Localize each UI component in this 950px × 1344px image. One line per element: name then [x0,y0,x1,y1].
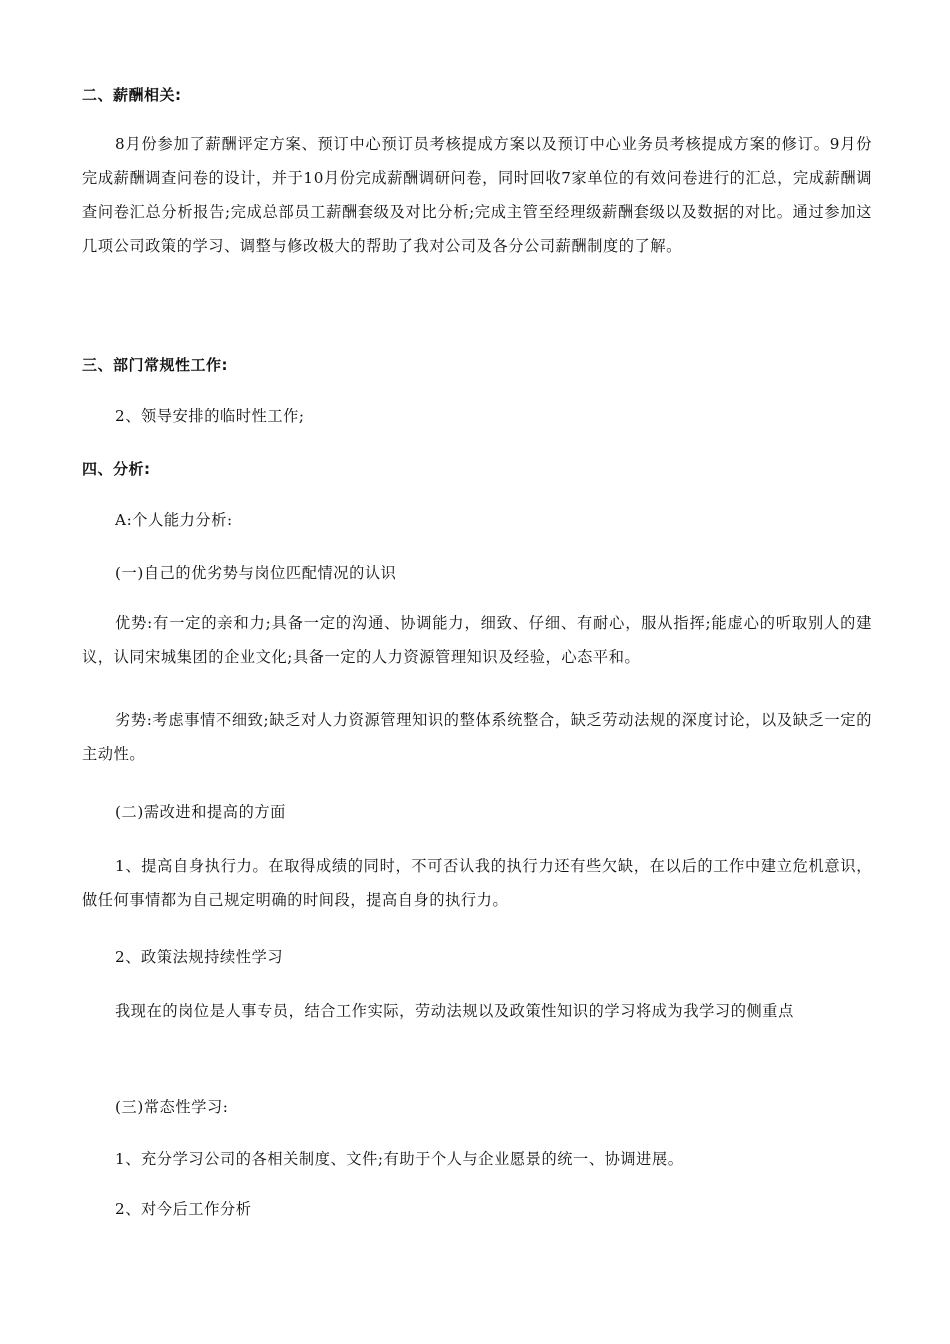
improve-item-2-title: 2、政策法规持续性学习 [115,948,284,966]
improve-paragraph-1: 1、提高自身执行力。在取得成绩的同时，不可否认我的执行力还有些欠缺，在以后的工作中建立危机意识，做任何事情都为自己规定明确的时间段，提高自身的执行力。 [82,857,872,909]
analysis-a-title: A:个人能力分析: [115,511,233,529]
subsection-title-1: (一)自己的优劣势与岗位匹配情况的认识 [115,564,397,582]
salary-paragraph: 8月份参加了薪酬评定方案、预订中心预订员考核提成方案以及预订中心业务员考核提成方案的修订。9月份完成薪酬调查问卷的设计，并于10月份完成薪酬调研问卷，同时回收7家单位的有效问卷进行的汇总，完成薪酬调查问卷汇总分析报告;完成总部员工薪酬套级及对比分析;完成主管至经理级薪酬套级以及数据的对比。通过参加这几项公司政策的学习、调整与修改极大的帮助了我对公司及各分公司薪酬制度的了解。 [82,135,872,255]
improve-paragraph-2: 我现在的岗位是人事专员，结合工作实际，劳动法规以及政策性知识的学习将成为我学习的侧重点 [115,1002,794,1020]
section-heading-analysis: 四、分析: [82,460,151,478]
routine-item-2: 2、领导安排的临时性工作; [115,407,305,425]
study-item-1: 1、充分学习公司的各相关制度、文件;有助于个人与企业愿景的统一、协调进展。 [115,1150,684,1168]
study-item-2: 2、对今后工作分析 [115,1200,252,1218]
subsection-title-2: (二)需改进和提高的方面 [115,803,286,821]
weaknesses-paragraph: 劣势:考虑事情不细致;缺乏对人力资源管理知识的整体系统整合，缺乏劳动法规的深度讨论，以及缺乏一定的主动性。 [82,711,872,763]
section-heading-salary: 二、薪酬相关: [82,86,182,104]
subsection-title-3: (三)常态性学习: [115,1098,229,1116]
strengths-paragraph: 优势:有一定的亲和力;具备一定的沟通、协调能力，细致、仔细、有耐心，服从指挥;能虚心的听取别人的建议，认同宋城集团的企业文化;具备一定的人力资源管理知识及经验，心态平和。 [82,614,872,666]
section-heading-routine: 三、部门常规性工作: [82,356,228,374]
